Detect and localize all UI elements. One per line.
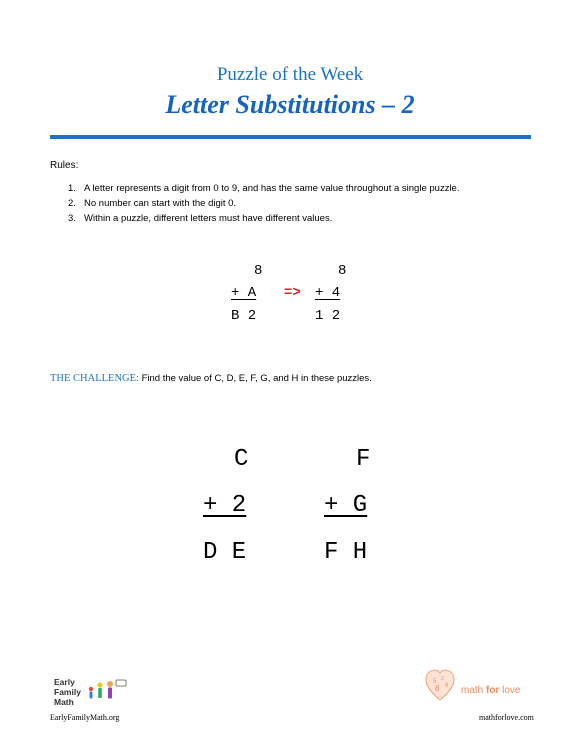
math-for-love-logo <box>424 668 544 702</box>
early-family-math-logo <box>50 676 130 710</box>
example-left-addend: + A <box>231 285 257 301</box>
example-left-top: 8 <box>254 263 263 279</box>
logo-word: Math <box>54 697 74 707</box>
rules-label: Rules: <box>50 160 79 171</box>
rule-number: 1. <box>68 183 76 194</box>
example-arrow: => <box>284 285 301 301</box>
page-title: Letter Substitutions – 2 <box>165 90 415 119</box>
challenge-text: Find the value of C, D, E, F, G, and H in these puzzles. <box>141 373 372 384</box>
rule-text: A letter represents a digit from 0 to 9, and has the same value throughout a single puzzle. <box>84 183 460 194</box>
example-left-sum: B 2 <box>231 308 257 324</box>
heart-numbers-icon <box>426 670 454 700</box>
rule-item <box>68 198 459 213</box>
challenge-line <box>50 373 372 384</box>
puzzle-1-addend: + 2 <box>203 492 247 519</box>
svg-text:6: 6 <box>445 683 449 689</box>
puzzle-2-top: F <box>356 446 371 473</box>
example-right-sum: 1 2 <box>315 308 341 324</box>
logo-wordmark: math for love <box>461 685 521 696</box>
puzzle-2-addend: + G <box>324 492 368 519</box>
early-family-math-url[interactable]: EarlyFamilyMath.org <box>50 713 120 722</box>
math-for-love-url[interactable]: mathforlove.com <box>479 713 534 722</box>
puzzle-1-top: C <box>234 446 249 473</box>
rule-number: 2. <box>68 198 76 209</box>
rules-list <box>68 183 460 228</box>
svg-text:2: 2 <box>441 676 444 682</box>
rule-text: No number can start with the digit 0. <box>84 198 237 209</box>
rule-number: 3. <box>68 213 76 224</box>
rule-item <box>68 213 459 228</box>
challenge-label: THE CHALLENGE: <box>50 373 139 384</box>
svg-text:8: 8 <box>435 684 440 693</box>
page-subtitle: Puzzle of the Week <box>216 64 364 85</box>
puzzle-2-sum: F H <box>324 539 368 566</box>
puzzle-1-sum: D E <box>203 539 247 566</box>
rule-text: Within a puzzle, different letters must have different values. <box>84 213 333 224</box>
header-divider <box>50 135 531 139</box>
logo-word: Early <box>54 677 75 687</box>
rule-item <box>68 183 460 198</box>
svg-text:5: 5 <box>433 679 437 685</box>
example-right-top: 8 <box>338 263 347 279</box>
family-figures-icon <box>89 680 126 699</box>
logo-word: Family <box>54 687 81 697</box>
example-right-addend: + 4 <box>315 285 341 301</box>
